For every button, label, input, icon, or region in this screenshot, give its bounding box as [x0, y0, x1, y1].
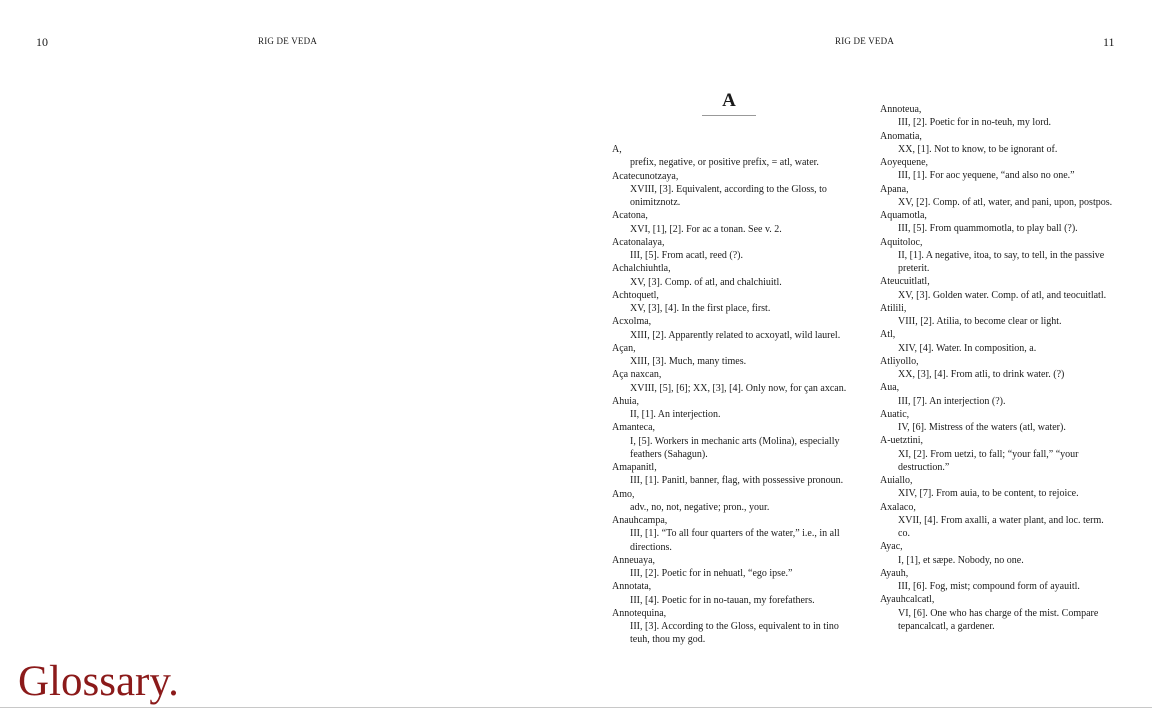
section-letter-heading: A [722, 90, 736, 111]
glossary-entry [612, 395, 852, 422]
glossary-entry [612, 461, 852, 488]
glossary-entry [880, 434, 1114, 474]
glossary-term: Achalchiuhtla, [612, 263, 671, 275]
right-page-number: 11 [1103, 35, 1115, 49]
glossary-definition: IV, [6]. Mistress of the waters (atl, water). [898, 422, 1066, 433]
glossary-entry [612, 554, 852, 581]
glossary-entry [880, 474, 1114, 501]
glossary-column-right [880, 103, 1114, 633]
glossary-term: Acatona, [612, 210, 648, 222]
glossary-definition: II, [1]. An interjection. [630, 409, 721, 420]
glossary-term: A, [612, 144, 622, 155]
running-head-left: RIG DE VEDA [258, 36, 318, 46]
glossary-definition: XV, [3], [4]. In the first place, first. [630, 303, 771, 314]
glossary-term: Amapanitl, [612, 462, 657, 473]
glossary-term: Anauhcampa, [612, 515, 668, 526]
glossary-term: Ayac, [880, 541, 903, 553]
glossary-entry [612, 607, 852, 647]
glossary-definition: II, [1]. A negative, itoa, to say, to tell, in the passive preterit. [898, 249, 1105, 274]
glossary-entry [612, 315, 852, 342]
glossary-entry [880, 130, 1114, 157]
glossary-entry [880, 408, 1114, 435]
glossary-term: Açan, [612, 342, 636, 354]
glossary-term: Annotequina, [612, 607, 667, 619]
glossary-entry [880, 302, 1114, 329]
glossary-definition: III, [3]. According to the Gloss, equivalent to in tino teuh, thou my god. [630, 621, 839, 646]
glossary-term: Acatonalaya, [612, 236, 665, 248]
glossary-term: Achtoquetl, [612, 289, 659, 301]
glossary-entry [880, 381, 1114, 408]
glossary-entry [880, 275, 1114, 302]
glossary-definition: VIII, [2]. Atilia, to become clear or light. [898, 316, 1062, 327]
glossary-definition: XV, [3]. Golden water. Comp. of atl, and teocuitlatl. [898, 289, 1107, 301]
glossary-entry [880, 540, 1114, 567]
glossary-term: Ayauh, [880, 567, 909, 579]
glossary-term: Ahuia, [612, 395, 639, 407]
bottom-divider [0, 707, 1152, 708]
glossary-definition: adv., no, not, negative; pron., your. [630, 501, 770, 513]
glossary-entry [880, 183, 1114, 210]
running-head-right: RIG DE VEDA [835, 36, 895, 46]
glossary-entry [612, 342, 852, 369]
glossary-entry [612, 289, 852, 316]
glossary-definition: III, [7]. An interjection (?). [898, 395, 1006, 407]
glossary-term: Anneuaya, [612, 554, 656, 566]
glossary-term: Aoyequene, [880, 157, 929, 168]
glossary-definition: III, [1]. For aoc yequene, “and also no one.” [898, 170, 1075, 182]
glossary-title: Glossary. [18, 658, 179, 705]
glossary-entry [880, 103, 1114, 130]
glossary-definition: III, [1]. Panitl, banner, flag, with possessive pronoun. [630, 475, 844, 487]
glossary-column-left [612, 143, 852, 647]
glossary-term: Atilili, [880, 302, 907, 314]
glossary-entry [880, 567, 1114, 594]
glossary-term: Aua, [880, 382, 900, 394]
glossary-term: Atl, [880, 329, 896, 341]
glossary-term: Annotata, [612, 581, 652, 593]
glossary-term: Anomatia, [880, 130, 922, 142]
glossary-entry [880, 209, 1114, 236]
glossary-definition: XVI, [1], [2]. For ac a tonan. See v. 2. [630, 223, 782, 235]
glossary-entry [880, 501, 1114, 541]
glossary-term: Ayauhcalcatl, [880, 594, 935, 606]
glossary-definition: III, [1]. “To all four quarters of the water,” i.e., in all directions. [630, 528, 840, 553]
glossary-definition: III, [4]. Poetic for in no-tauan, my forefathers. [630, 594, 815, 606]
glossary-term: Axalaco, [880, 501, 916, 513]
glossary-entry [612, 488, 852, 515]
glossary-definition: XI, [2]. From uetzi, to fall; “your fall,” “your destruction.” [898, 448, 1079, 473]
glossary-entry [612, 236, 852, 263]
glossary-term: Atliyollo, [880, 355, 919, 367]
glossary-term: Aça naxcan, [612, 369, 662, 381]
glossary-definition: III, [6]. Fog, mist; compound form of ayauitl. [898, 581, 1080, 592]
glossary-definition: III, [5]. From acatl, reed (?). [630, 250, 743, 261]
glossary-term: Acxolma, [612, 316, 652, 328]
glossary-term: A-uetztini, [880, 435, 924, 447]
section-letter-rule [702, 115, 756, 116]
glossary-definition: I, [1], et sæpe. Nobody, no one. [898, 554, 1024, 566]
glossary-entry [612, 368, 852, 395]
glossary-definition: XVIII, [3]. Equivalent, according to the Gloss, to onimitznotz. [630, 183, 827, 208]
glossary-term: Amanteca, [612, 422, 656, 434]
glossary-term: Ateucuitlatl, [880, 276, 930, 288]
glossary-entry [880, 355, 1114, 382]
glossary-term: Annoteua, [880, 104, 922, 115]
glossary-definition: I, [5]. Workers in mechanic arts (Molina), especially feathers (Sahagun). [630, 435, 840, 460]
glossary-entry [612, 262, 852, 289]
glossary-definition: III, [2]. Poetic for in no-teuh, my lord. [898, 117, 1052, 129]
glossary-definition: XIII, [3]. Much, many times. [630, 356, 747, 367]
glossary-definition: XIV, [7]. From auia, to be content, to rejoice. [898, 488, 1079, 500]
glossary-entry [880, 236, 1114, 276]
glossary-definition: XX, [1]. Not to know, to be ignorant of. [898, 143, 1058, 155]
left-page-number: 10 [36, 35, 48, 49]
glossary-definition: XV, [3]. Comp. of atl, and chalchiuitl. [630, 276, 782, 288]
glossary-definition: XX, [3], [4]. From atli, to drink water. (?) [898, 369, 1065, 380]
glossary-definition: III, [5]. From quammomotla, to play ball (?). [898, 223, 1078, 235]
glossary-term: Amo, [612, 488, 635, 500]
glossary-term: Acatecunotzaya, [612, 170, 679, 182]
glossary-definition: XIII, [2]. Apparently related to acxoyatl, wild laurel. [630, 329, 841, 341]
glossary-definition: prefix, negative, or positive prefix, = atl, water. [630, 157, 819, 169]
glossary-definition: XV, [2]. Comp. of atl, water, and pani, upon, postpos. [898, 196, 1113, 208]
glossary-entry [880, 593, 1114, 633]
glossary-entry [612, 143, 852, 170]
glossary-entry [880, 328, 1114, 355]
glossary-entry [880, 156, 1114, 183]
glossary-term: Aquitoloc, [880, 236, 923, 248]
glossary-definition: XIV, [4]. Water. In composition, a. [898, 342, 1037, 354]
glossary-definition: XVIII, [5], [6]; XX, [3], [4]. Only now, for çan axcan. [630, 382, 847, 394]
glossary-definition: III, [2]. Poetic for in nehuatl, “ego ipse.” [630, 568, 793, 579]
glossary-entry [612, 580, 852, 607]
glossary-entry [612, 421, 852, 461]
glossary-definition: XVII, [4]. From axalli, a water plant, and loc. term. co. [898, 514, 1104, 539]
glossary-term: Apana, [880, 183, 909, 195]
glossary-term: Auiallo, [880, 475, 913, 486]
glossary-definition: VI, [6]. One who has charge of the mist. Compare tepancalcatl, a gardener. [898, 607, 1099, 632]
glossary-entry [612, 514, 852, 554]
glossary-term: Auatic, [880, 408, 910, 420]
glossary-term: Aquamotla, [880, 210, 927, 221]
glossary-entry [612, 170, 852, 210]
glossary-entry [612, 209, 852, 236]
